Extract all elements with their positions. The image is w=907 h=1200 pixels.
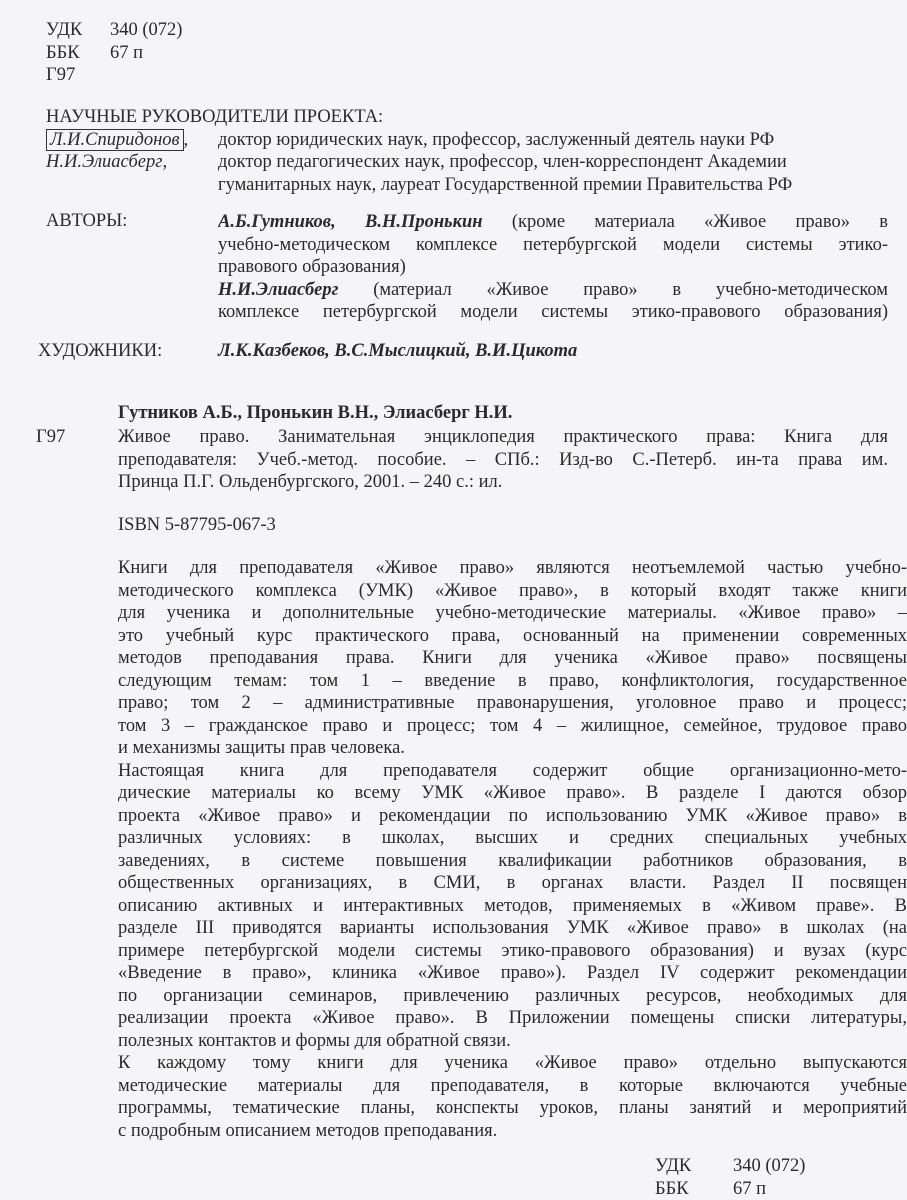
supervisor-description: доктор педагогических наук, профессор, член-корреспондент Академии xyxy=(218,152,787,172)
annotation-line: программы, тематические планы, конспекты уроков, планы занятий и мероприятий xyxy=(118,1098,907,1118)
author-note: правового образования) xyxy=(218,257,406,277)
annotation-line: «Введение в право», клиника «Живое право»). Раздел IV содержит рекомендации xyxy=(118,963,907,983)
annotation-line: право; том 2 – административные правонарушения, уголовное право и процесс; xyxy=(118,693,907,713)
supervisors-heading: НАУЧНЫЕ РУКОВОДИТЕЛИ ПРОЕКТА: xyxy=(46,107,384,127)
catalog-line: Живое право. Занимательная энциклопедия практического права: Книга для xyxy=(118,427,888,447)
artists-label: ХУДОЖНИКИ: xyxy=(38,341,163,361)
annotation-line: методов преподавания права. Книги для ученика «Живое право» посвящены xyxy=(118,648,907,668)
annotation-line: это учебный курс практического права, основанный на применении современных xyxy=(118,625,907,646)
footer-classification xyxy=(655,1155,805,1200)
author-names: А.Б.Гутников, В.Н.Пронькин xyxy=(218,212,483,232)
udk-value: 340 (072) xyxy=(110,20,183,40)
bbk-value: 67 п xyxy=(733,1178,767,1199)
udk-value: 340 (072) xyxy=(733,1156,806,1176)
annotation-line: проекта «Живое право» и рекомендации по использованию УМК «Живое право» в xyxy=(118,805,907,826)
udk-label: УДК xyxy=(655,1156,692,1176)
isbn: ISBN 5-87795-067-3 xyxy=(118,515,276,535)
author-note: (кроме материала «Живое право» в xyxy=(511,212,888,232)
annotation-line: методического комплекса (УМК) «Живое право», в который входят также книги xyxy=(118,580,907,601)
annotation-line: том 3 – гражданское право и процесс; том 4 – жилищное, семейное, трудовое право xyxy=(118,715,907,736)
annotation-line: и механизмы защиты прав человека. xyxy=(118,738,405,758)
annotation-line: полезных контактов и формы для обратной связи. xyxy=(118,1030,511,1051)
annotation-line: реализации проекта «Живое право». В Приложении помещены списки литературы, xyxy=(118,1008,907,1028)
annotation-line: для ученика и дополнительные учебно-методические материалы. «Живое право» – xyxy=(118,603,907,623)
catalog-code: Г97 xyxy=(36,427,66,447)
annotation-line: Книги для преподавателя «Живое право» являются неотъемлемой частью учебно- xyxy=(118,558,907,578)
annotation-line: с подробным описанием методов преподавания. xyxy=(118,1120,498,1141)
annotation-line: Настоящая книга для преподавателя содержит общие организационно-мето- xyxy=(118,760,907,781)
annotation-paragraph xyxy=(118,557,907,760)
authors-section xyxy=(218,211,888,324)
supervisor-description: доктор юридических наук, профессор, заслуженный деятель науки РФ xyxy=(218,129,775,150)
annotation-line: разделе III приводятся варианты использования УМК «Живое право» в школах (на xyxy=(118,918,907,938)
annotation-paragraph xyxy=(118,760,907,1053)
supervisors-section xyxy=(46,106,888,196)
catalog-line: Принца П.Г. Ольденбургского, 2001. – 240 с.: ил. xyxy=(118,472,503,492)
classification-header xyxy=(46,19,182,87)
annotation-line: К каждому тому книги для ученика «Живое право» отдельно выпускаются xyxy=(118,1053,907,1073)
supervisor-name: Л.И.Спиридонов xyxy=(46,129,184,151)
annotation-line: примере петербургской модели системы этико-правового образования) и вузах (курс xyxy=(118,940,907,961)
annotation-line: заведениях, в системе повышения квалификации работников образования, в xyxy=(118,850,907,871)
annotation-line: различных условиях: в школах, высших и средних специальных учебных xyxy=(118,828,907,848)
annotation-line: по организации семинаров, привлечению различных ресурсов, необходимых для xyxy=(118,985,907,1006)
catalog-description xyxy=(118,426,888,494)
authors-label: АВТОРЫ: xyxy=(46,211,128,231)
supervisor-description: гуманитарных наук, лауреат Государственной премии Правительства РФ xyxy=(218,174,793,195)
author-note: учебно-методическом комплексе петербургской модели системы этико- xyxy=(218,234,888,255)
author-code: Г97 xyxy=(46,65,76,85)
author-names: Н.И.Элиасберг xyxy=(218,279,339,300)
annotation xyxy=(118,557,907,1142)
author-note: (материал «Живое право» в учебно-методическом xyxy=(373,279,888,300)
udk-label: УДК xyxy=(46,20,83,40)
catalog-authors: Гутников А.Б., Пронькин В.Н., Элиасберг Н.И. xyxy=(118,403,513,423)
annotation-line: описанию активных и интерактивных методов, применяемых в «Живом праве». В xyxy=(118,895,907,916)
annotation-line: следующим темам: том 1 – введение в право, конфликтология, государственное xyxy=(118,670,907,691)
annotation-line: общественных организациях, в СМИ, в органах власти. Раздел II посвящен xyxy=(118,873,907,893)
author-note: комплексе петербургской модели системы этико-правового образования) xyxy=(218,302,888,322)
artists-names: Л.К.Казбеков, В.С.Мыслицкий, В.И.Цикота xyxy=(218,341,578,361)
bbk-label: ББК xyxy=(655,1178,689,1199)
supervisor-name: Н.И.Элиасберг, xyxy=(46,152,168,172)
separator: , xyxy=(183,129,189,150)
annotation-line: методические материалы для преподавателя, в которые включаются учебные xyxy=(118,1075,907,1096)
annotation-line: дические материалы ко всему УМК «Живое право». В разделе I даются обзор xyxy=(118,783,907,803)
bbk-label: ББК xyxy=(46,42,80,63)
catalog-line: преподавателя: Учеб.-метод. пособие. – СПб.: Изд-во С.-Петерб. ин-та права им. xyxy=(118,449,888,470)
bbk-value: 67 п xyxy=(110,42,144,63)
annotation-paragraph xyxy=(118,1052,907,1142)
